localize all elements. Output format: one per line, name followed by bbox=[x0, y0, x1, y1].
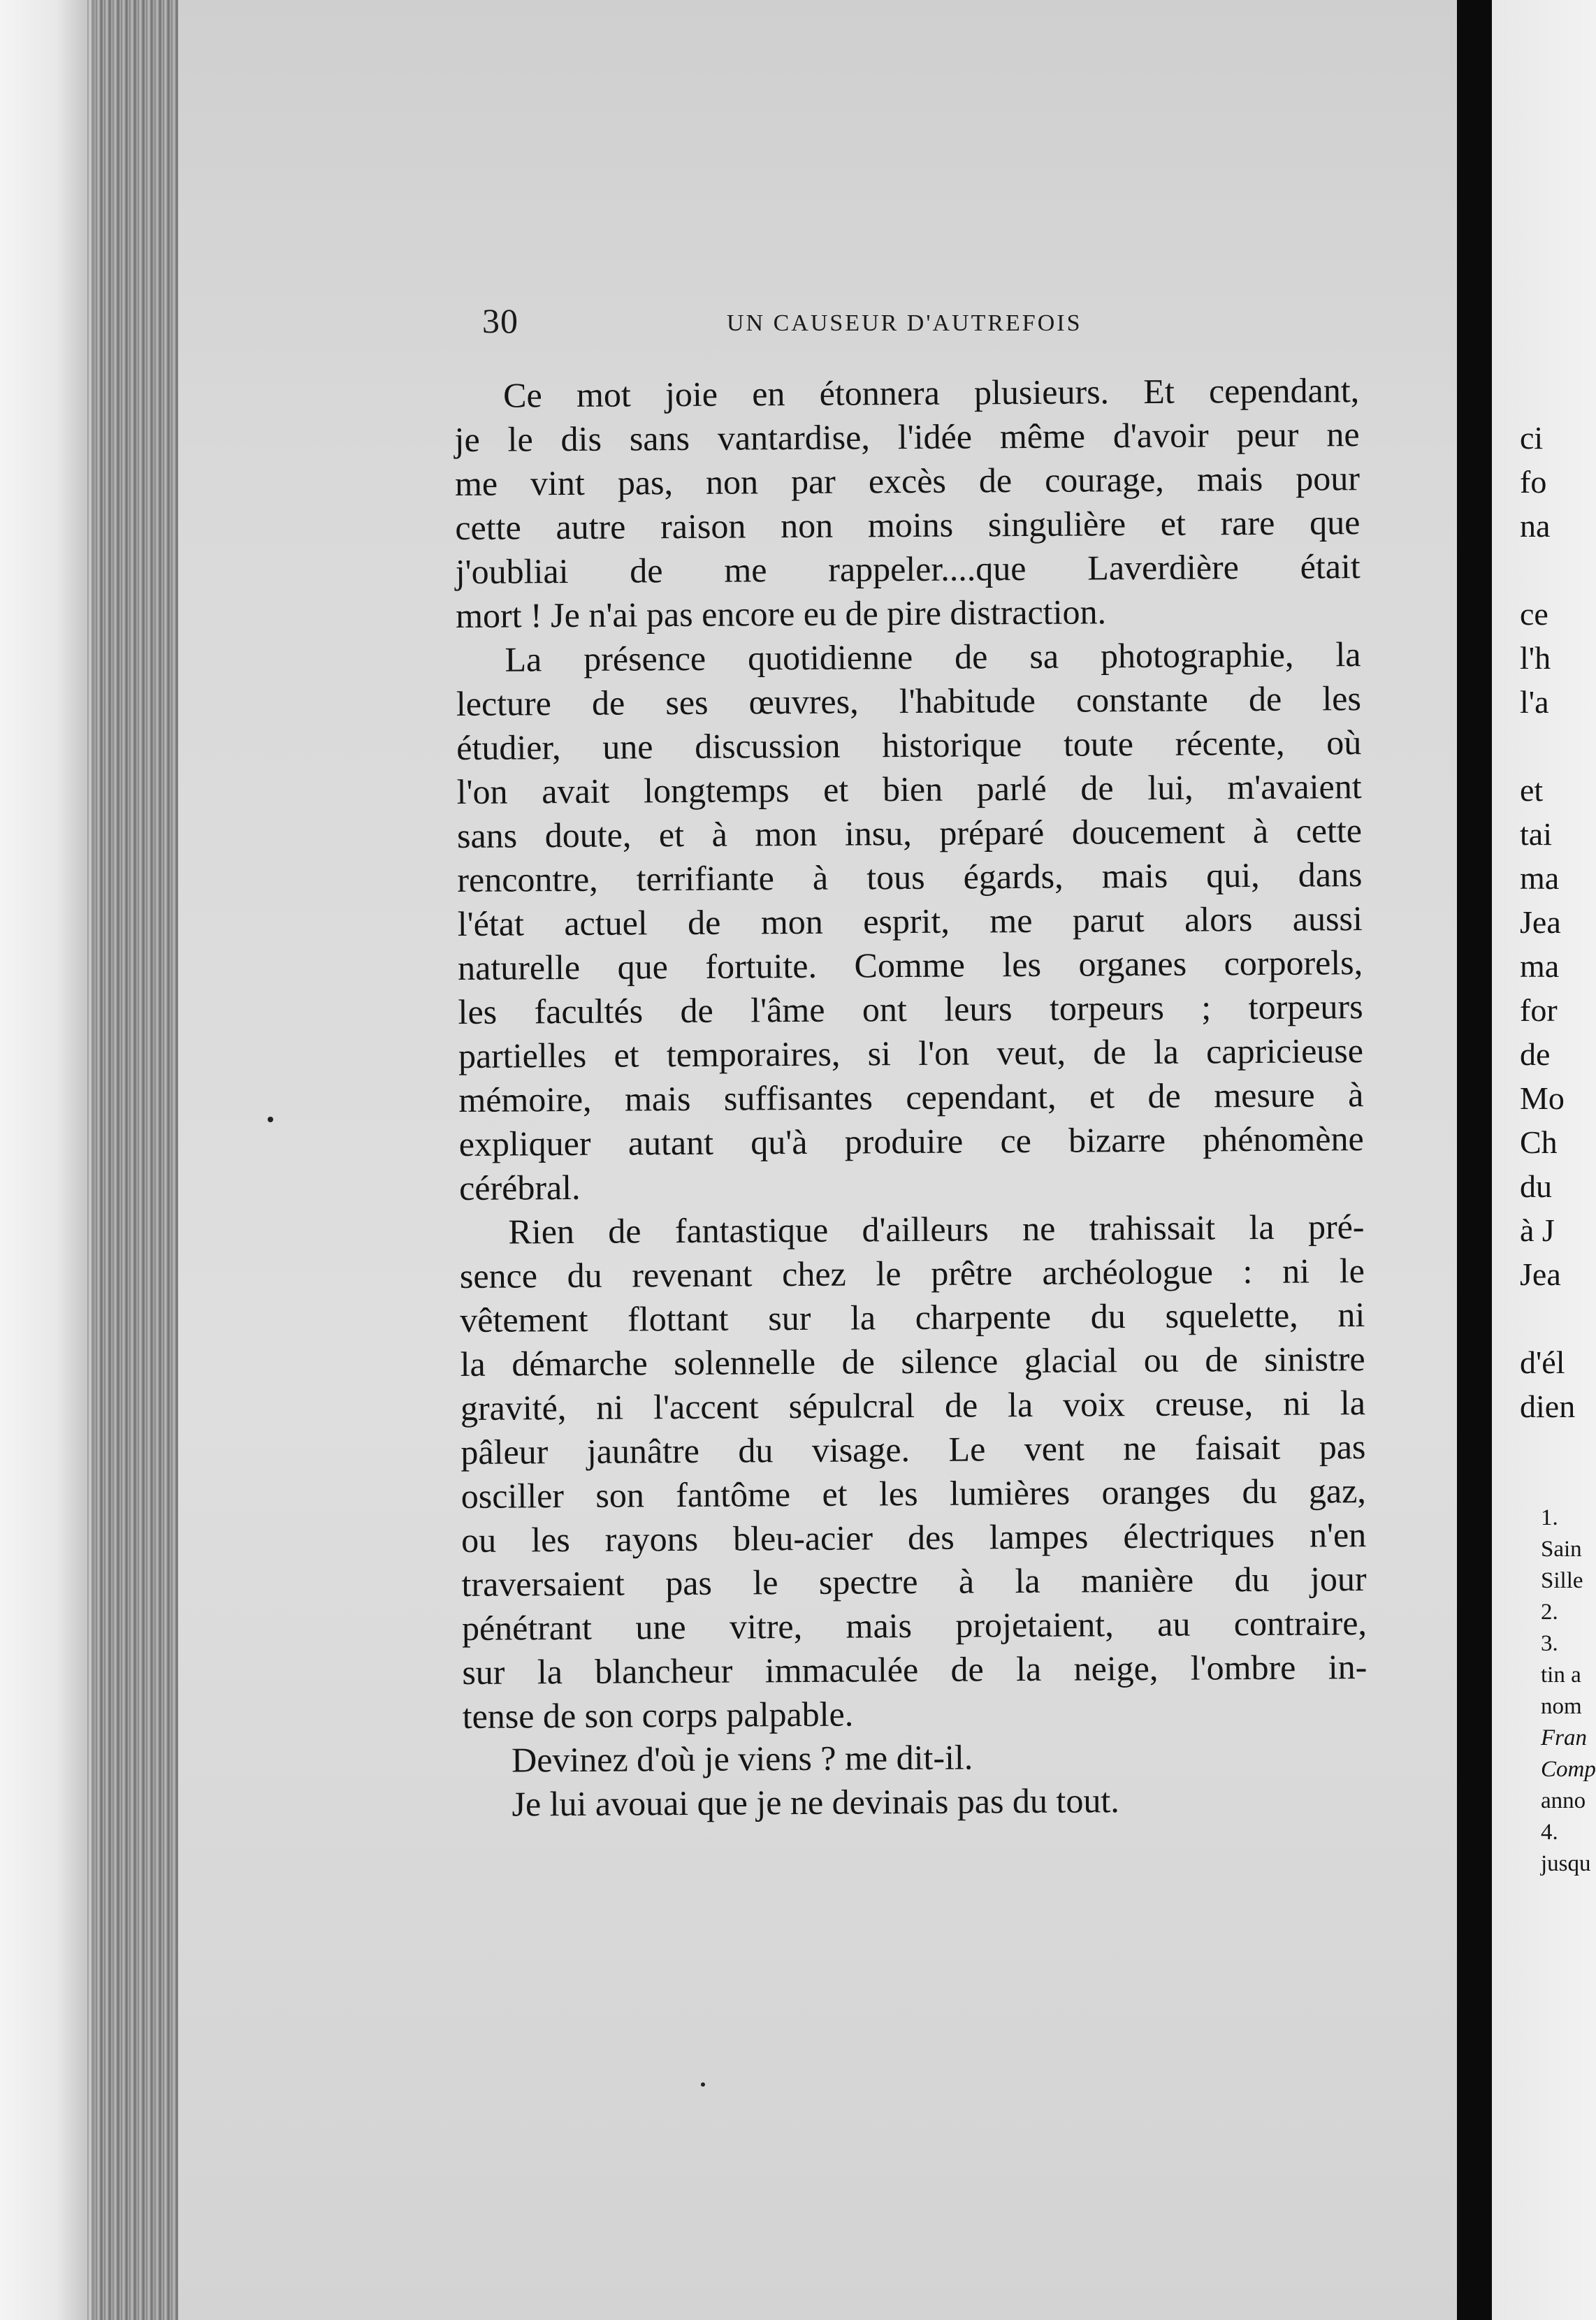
text-line: sans doute, et à mon insu, préparé doucement à cette bbox=[456, 811, 1363, 855]
facing-line bbox=[1520, 548, 1575, 592]
text-line: tense de son corps palpable. bbox=[462, 1694, 854, 1736]
facing-line: l'h bbox=[1520, 640, 1551, 676]
facing-line: Jea bbox=[1520, 1256, 1561, 1292]
facing-line: Mo bbox=[1520, 1080, 1565, 1116]
footnote-line: Sain bbox=[1541, 1537, 1582, 1562]
facing-line: ce bbox=[1520, 596, 1548, 632]
text-line: osciller son fantôme et les lumières oranges du gaz, bbox=[460, 1471, 1366, 1516]
text-line: expliquer autant qu'à produire ce bizarre phénomène bbox=[458, 1119, 1364, 1163]
text-line: vêtement flottant sur la charpente du squelette, ni bbox=[460, 1295, 1365, 1340]
footnote-line: 4. bbox=[1541, 1820, 1558, 1845]
text-line: l'on avait longtemps et bien parlé de lui, m'avaient bbox=[456, 767, 1362, 811]
text-line: pâleur jaunâtre du visage. Le vent ne faisait pas bbox=[460, 1427, 1366, 1472]
text-line: cérébral. bbox=[458, 1167, 581, 1208]
facing-page-footnotes bbox=[1541, 1502, 1596, 1880]
footnote-line: 1. bbox=[1541, 1505, 1558, 1530]
text-line: lecture de ses œuvres, l'habitude constante de les bbox=[456, 679, 1362, 723]
footnote-line: Fran bbox=[1541, 1725, 1587, 1750]
facing-line: ma bbox=[1520, 948, 1560, 984]
text-line: naturelle que fortuite. Comme les organes corporels, bbox=[458, 943, 1363, 987]
paragraph-5 bbox=[463, 1777, 1368, 1827]
footnote-line: Sille bbox=[1541, 1568, 1583, 1593]
text-line: La présence quotidienne de sa photographie, la bbox=[505, 635, 1361, 679]
facing-line: tai bbox=[1520, 816, 1552, 852]
text-line: la démarche solennelle de silence glacial ou de sinistre bbox=[460, 1339, 1365, 1384]
facing-line: for bbox=[1520, 992, 1558, 1028]
facing-line bbox=[1520, 724, 1575, 768]
footnote-line: 2. bbox=[1541, 1600, 1558, 1625]
page-header bbox=[482, 300, 1356, 349]
text-line: ou les rayons bleu-acier des lampes électriques n'en bbox=[461, 1515, 1367, 1560]
facing-line: ma bbox=[1520, 860, 1560, 896]
page-edges bbox=[87, 0, 182, 2320]
text-line: rencontre, terrifiante à tous égards, mais qui, dans bbox=[457, 855, 1363, 899]
paragraph-2 bbox=[456, 632, 1364, 1210]
left-margin bbox=[0, 0, 94, 2320]
footnote-line: nom bbox=[1541, 1694, 1582, 1719]
text-line: gravité, ni l'accent sépulcral de la voix creuse, ni la bbox=[460, 1383, 1366, 1428]
text-line: sence du revenant chez le prêtre archéologue : ni le bbox=[459, 1251, 1365, 1296]
facing-line: ci bbox=[1520, 420, 1544, 456]
text-line: les facultés de l'âme ont leurs torpeurs ; torpeurs bbox=[458, 987, 1363, 1031]
facing-line: l'a bbox=[1520, 684, 1549, 720]
facing-line: dien bbox=[1520, 1389, 1576, 1424]
footnote-line: jusqu bbox=[1541, 1851, 1591, 1876]
page-number: 30 bbox=[482, 301, 518, 340]
text-line: cette autre raison non moins singulière et rare que bbox=[455, 502, 1361, 547]
text-line: mort ! Je n'ai pas encore eu de pire distraction. bbox=[455, 592, 1107, 635]
text-line: je le dis sans vantardise, l'idée même d'avoir peur ne bbox=[454, 414, 1360, 459]
ink-speck bbox=[701, 2082, 705, 2087]
text-line: j'oubliai de me rappeler....que Laverdière était bbox=[455, 546, 1361, 591]
text-line: Rien de fantastique d'ailleurs ne trahissait la pré- bbox=[508, 1207, 1365, 1252]
facing-page bbox=[1492, 0, 1596, 2320]
paragraph-4 bbox=[463, 1733, 1368, 1783]
facing-line bbox=[1520, 1296, 1575, 1340]
text-line: l'état actuel de mon esprit, me parut alors aussi bbox=[457, 899, 1363, 943]
text-line: traversaient pas le spectre à la manière du jour bbox=[461, 1559, 1367, 1604]
facing-line: de bbox=[1520, 1036, 1551, 1072]
footnote-line: 3. bbox=[1541, 1631, 1558, 1656]
facing-line: fo bbox=[1520, 464, 1547, 500]
text-line: pénétrant une vitre, mais projetaient, au contraire, bbox=[461, 1603, 1368, 1648]
text-line: Ce mot joie en étonnera plusieurs. Et cependant, bbox=[503, 370, 1360, 415]
facing-line: à J bbox=[1520, 1212, 1555, 1248]
facing-line: d'él bbox=[1520, 1344, 1565, 1380]
running-head: UN CAUSEUR D'AUTREFOIS bbox=[727, 310, 1082, 336]
facing-line: Ch bbox=[1520, 1124, 1558, 1160]
facing-line: na bbox=[1520, 508, 1551, 544]
text-line: me vint pas, non par excès de courage, mais pour bbox=[454, 458, 1361, 503]
footnote-line: tin a bbox=[1541, 1662, 1581, 1688]
text-line: mémoire, mais suffisantes cependant, et de mesure à bbox=[458, 1075, 1364, 1119]
text-line: étudier, une discussion historique toute récente, où bbox=[456, 723, 1362, 767]
paragraph-1 bbox=[454, 368, 1361, 638]
facing-line: Jea bbox=[1520, 904, 1561, 940]
text-line: Devinez d'où je viens ? me dit-il. bbox=[511, 1737, 973, 1780]
footnote-line: Comp bbox=[1541, 1757, 1596, 1782]
paragraph-3 bbox=[459, 1205, 1368, 1739]
book-gutter bbox=[1457, 0, 1492, 2320]
facing-page-text bbox=[1520, 416, 1575, 1428]
text-line: partielles et temporaires, si l'on veut, de la capricieuse bbox=[458, 1031, 1364, 1075]
footnote-line: anno bbox=[1541, 1788, 1586, 1813]
body-text bbox=[454, 368, 1368, 1827]
facing-line: et bbox=[1520, 772, 1544, 808]
facing-line: du bbox=[1520, 1168, 1552, 1204]
ink-speck bbox=[268, 1117, 273, 1122]
text-line: Je lui avouai que je ne devinais pas du tout. bbox=[512, 1781, 1119, 1824]
text-line: sur la blancheur immaculée de la neige, l'ombre in- bbox=[462, 1647, 1368, 1692]
